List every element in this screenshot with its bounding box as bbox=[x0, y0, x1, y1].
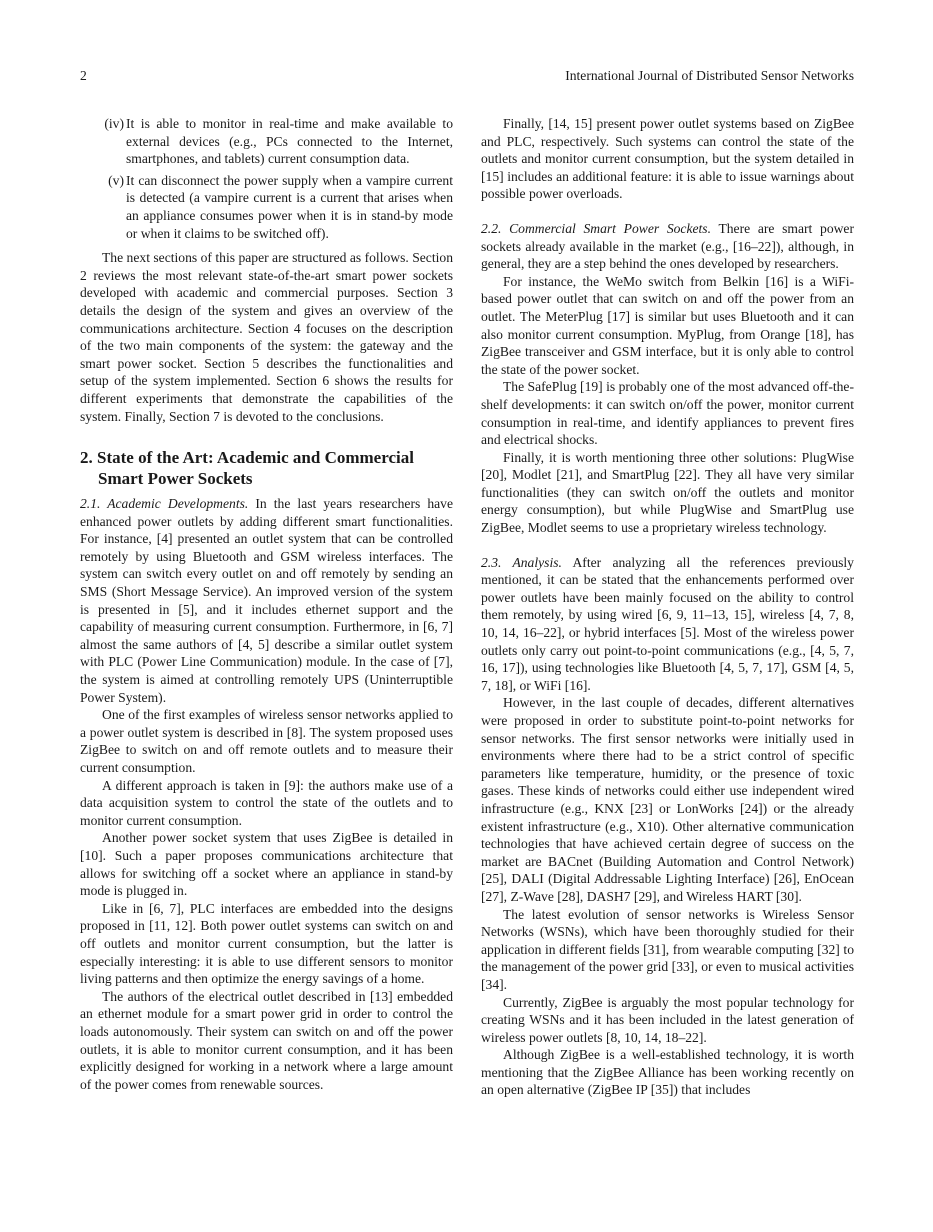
paragraph-analysis-1 bbox=[481, 554, 854, 695]
paragraph-academic-5: Like in [6, 7], PLC interfaces are embedded into the designs proposed in [11, 12]. Both power outlet systems can switch on and off outlets and monitor current consumption, but the latter is especially interesting: it is able to use different sensors to monitor living patterns and then optimize the energy savings of a home. bbox=[80, 900, 453, 987]
page-number: 2 bbox=[80, 68, 87, 83]
paragraph-commercial-3: The SafePlug [19] is probably one of the most advanced off-the-shelf developments: it can switch on/off the power, monitor current consumption in real-time, and identify appliances to prevent fires and electrical shocks. bbox=[481, 379, 854, 448]
paragraph-analysis-4: Currently, ZigBee is arguably the most popular technology for creating WSNs and it has been included in the latest generation of wireless power outlets [8, 10, 14, 18–22]. bbox=[481, 994, 854, 1045]
list-item bbox=[80, 115, 453, 168]
paragraph-academic-2: One of the first examples of wireless sensor networks applied to a power outlet system is described in [8]. The system proposed uses ZigBee to switch on and off remote outlets and to measure their current consumption. bbox=[80, 707, 453, 775]
paragraph-analysis-3: The latest evolution of sensor networks is Wireless Sensor Networks (WSNs), which have been thoroughly studied for their application in different fields [31], from wearable computing [32] to the management of the power grid [33], or even to musical activities [34]. bbox=[481, 906, 854, 992]
paragraph-academic-1 bbox=[80, 495, 453, 706]
paragraph-commercial-2: For instance, the WeMo switch from Belkin [16] is a WiFi-based power outlet that can switch on and off the power from an outlet. The MeterPlug [17] is similar but uses Bluetooth and it can also monitor current consumption. MyPlug, from Orange [18], has ZigBee transceiver and GSM interface, but it is only able to control the state of the power socket. bbox=[481, 273, 854, 377]
paragraph-academic-4: Another power socket system that uses ZigBee is detailed in [10]. Such a paper proposes communications architecture that allows for switching off a socket where an appliance in stand-by mode is plugged in. bbox=[80, 830, 453, 899]
journal-title: International Journal of Distributed Sensor Networks bbox=[565, 68, 854, 83]
intro-paragraph: The next sections of this paper are structured as follows. Section 2 reviews the most relevant state-of-the-art smart power sockets developed with academic and commercial purposes. Section 3 details the design of the system and gives an overview of the communications architecture. Section 4 focuses on the description of the two main components of the system: the gateway and the smart power socket. Section 5 describes the functionalities and setup of the system implemented. Section 6 shows the results for different experiments that demonstrate the capabilities of the system. Finally, Section 7 is devoted to the conclusions. bbox=[80, 250, 453, 424]
section-heading: 2. State of the Art: Academic and Commercial Smart Power Sockets bbox=[80, 448, 414, 489]
subsection-title: 2.3. Analysis. bbox=[481, 554, 562, 570]
paragraph-analysis-2: However, in the last couple of decades, different alternatives were proposed in order to substitute point-to-point networks for sensor networks. The first sensor networks were initially used in environments where there had to be a strict control of specific parameters like temperature, humidity, or the presence of toxic gases. These kinds of networks could either use independent wired infrastructure (e.g., KNX [23] or LonWorks [24]) or the already existent infrastructure (e.g., X10). Other alternative communication technologies that have achieved certain degree of success on the market are BACnet (Building Automation and Control Network) [25], DALI (Digital Addressable Lighting Interface) [26], EnOcean [27], Z-Wave [28], DASH7 [29], and Wireless HART [30]. bbox=[481, 695, 854, 904]
subsection-title: 2.1. Academic Developments. bbox=[80, 496, 249, 512]
list-item-number: (iv) bbox=[104, 116, 124, 131]
paragraph-commercial-4: Finally, it is worth mentioning three other solutions: PlugWise [20], Modlet [21], and SmartPlug [22]. They all have very similar functionalities (they can switch on/off the outlets and monitor energy consumption), but while PlugWise and SmartPlug use ZigBee, Modlet seems to use a proprietary wireless technology. bbox=[481, 449, 854, 536]
paragraph-academic-6: The authors of the electrical outlet described in [13] embedded an ethernet module for a smart power grid in order to control the loads autonomously. Their system can switch on and off the power outlets, it is able to monitor current consumption, and it has been explicitly designed for working in a network where a large amount of the power comes from renewable sources. bbox=[80, 988, 453, 1092]
list-item-number: (v) bbox=[108, 172, 124, 188]
list-item-text: It is able to monitor in real-time and make available to external devices (e.g., PCs connected to the Internet, smartphones, and tablets) current consumption data. bbox=[126, 116, 453, 167]
subsection-title: 2.2. Commercial Smart Power Sockets. bbox=[481, 220, 711, 236]
paragraph-commercial-1 bbox=[481, 220, 854, 273]
paragraph-text: After analyzing all the references previously mentioned, it can be stated that the enhancements performed over power outlets have been mainly focused on the ability to control them remotely, by using wired [6, 9, 11–13, 15], wireless [4, 7, 8, 10, 14, 16–22], or hybrid interfaces [5]. Most of the wireless power outlets only carry out point-to-point communications (e.g., [4, 5, 7, 16, 17]), using technologies like Bluetooth [4, 5, 7, 17], GSM [4, 5, 7, 18], or WiFi [16]. bbox=[481, 554, 854, 693]
right-column bbox=[481, 115, 854, 1099]
paragraph-academic-3: A different approach is taken in [9]: the authors make use of a data acquisition system to control the state of the outlets and to monitor current consumption. bbox=[80, 777, 453, 828]
paragraph-text: In the last years researchers have enhanced power outlets by adding different smart functionalities. For instance, [4] presented an outlet system that can be controlled remotely by using Bluetooth and GSM wireless interfaces. The system can switch every outlet on and off remotely by sending an SMS (Short Message Service). An improved version of the system is presented in [5], and it includes ethernet support and the capability of measuring current consumption. Furthermore, in [6, 7] almost the same authors of [4, 5] describe a similar outlet system with PLC (Power Line Communication) module. In the case of [7], the system is aimed at controlling remotely UPS (Uninterruptible Power System). bbox=[80, 496, 453, 705]
left-column bbox=[80, 115, 453, 1093]
list-item bbox=[80, 172, 453, 242]
paragraph-text: There are smart power sockets already available in the market (e.g., [16–22]), although, in general, they are a step behind the ones developed by researchers. bbox=[481, 220, 854, 272]
paragraph-finally: Finally, [14, 15] present power outlet systems based on ZigBee and PLC, respectively. Such systems can control the state of the outlets and monitor current consumption, but the system detailed in [15] includes an additional feature: it is able to issue warnings about possible power overloads. bbox=[481, 116, 854, 202]
paragraph-analysis-5: Although ZigBee is a well-established technology, it is worth mentioning that the ZigBee Alliance has been working recently on an open alternative (ZigBee IP [35]) that includes bbox=[481, 1047, 854, 1098]
list-item-text: It can disconnect the power supply when a vampire current is detected (a vampire current is a current that arises when an appliance consumes power when it is in stand-by mode or when it claims to be switched off). bbox=[126, 172, 453, 241]
